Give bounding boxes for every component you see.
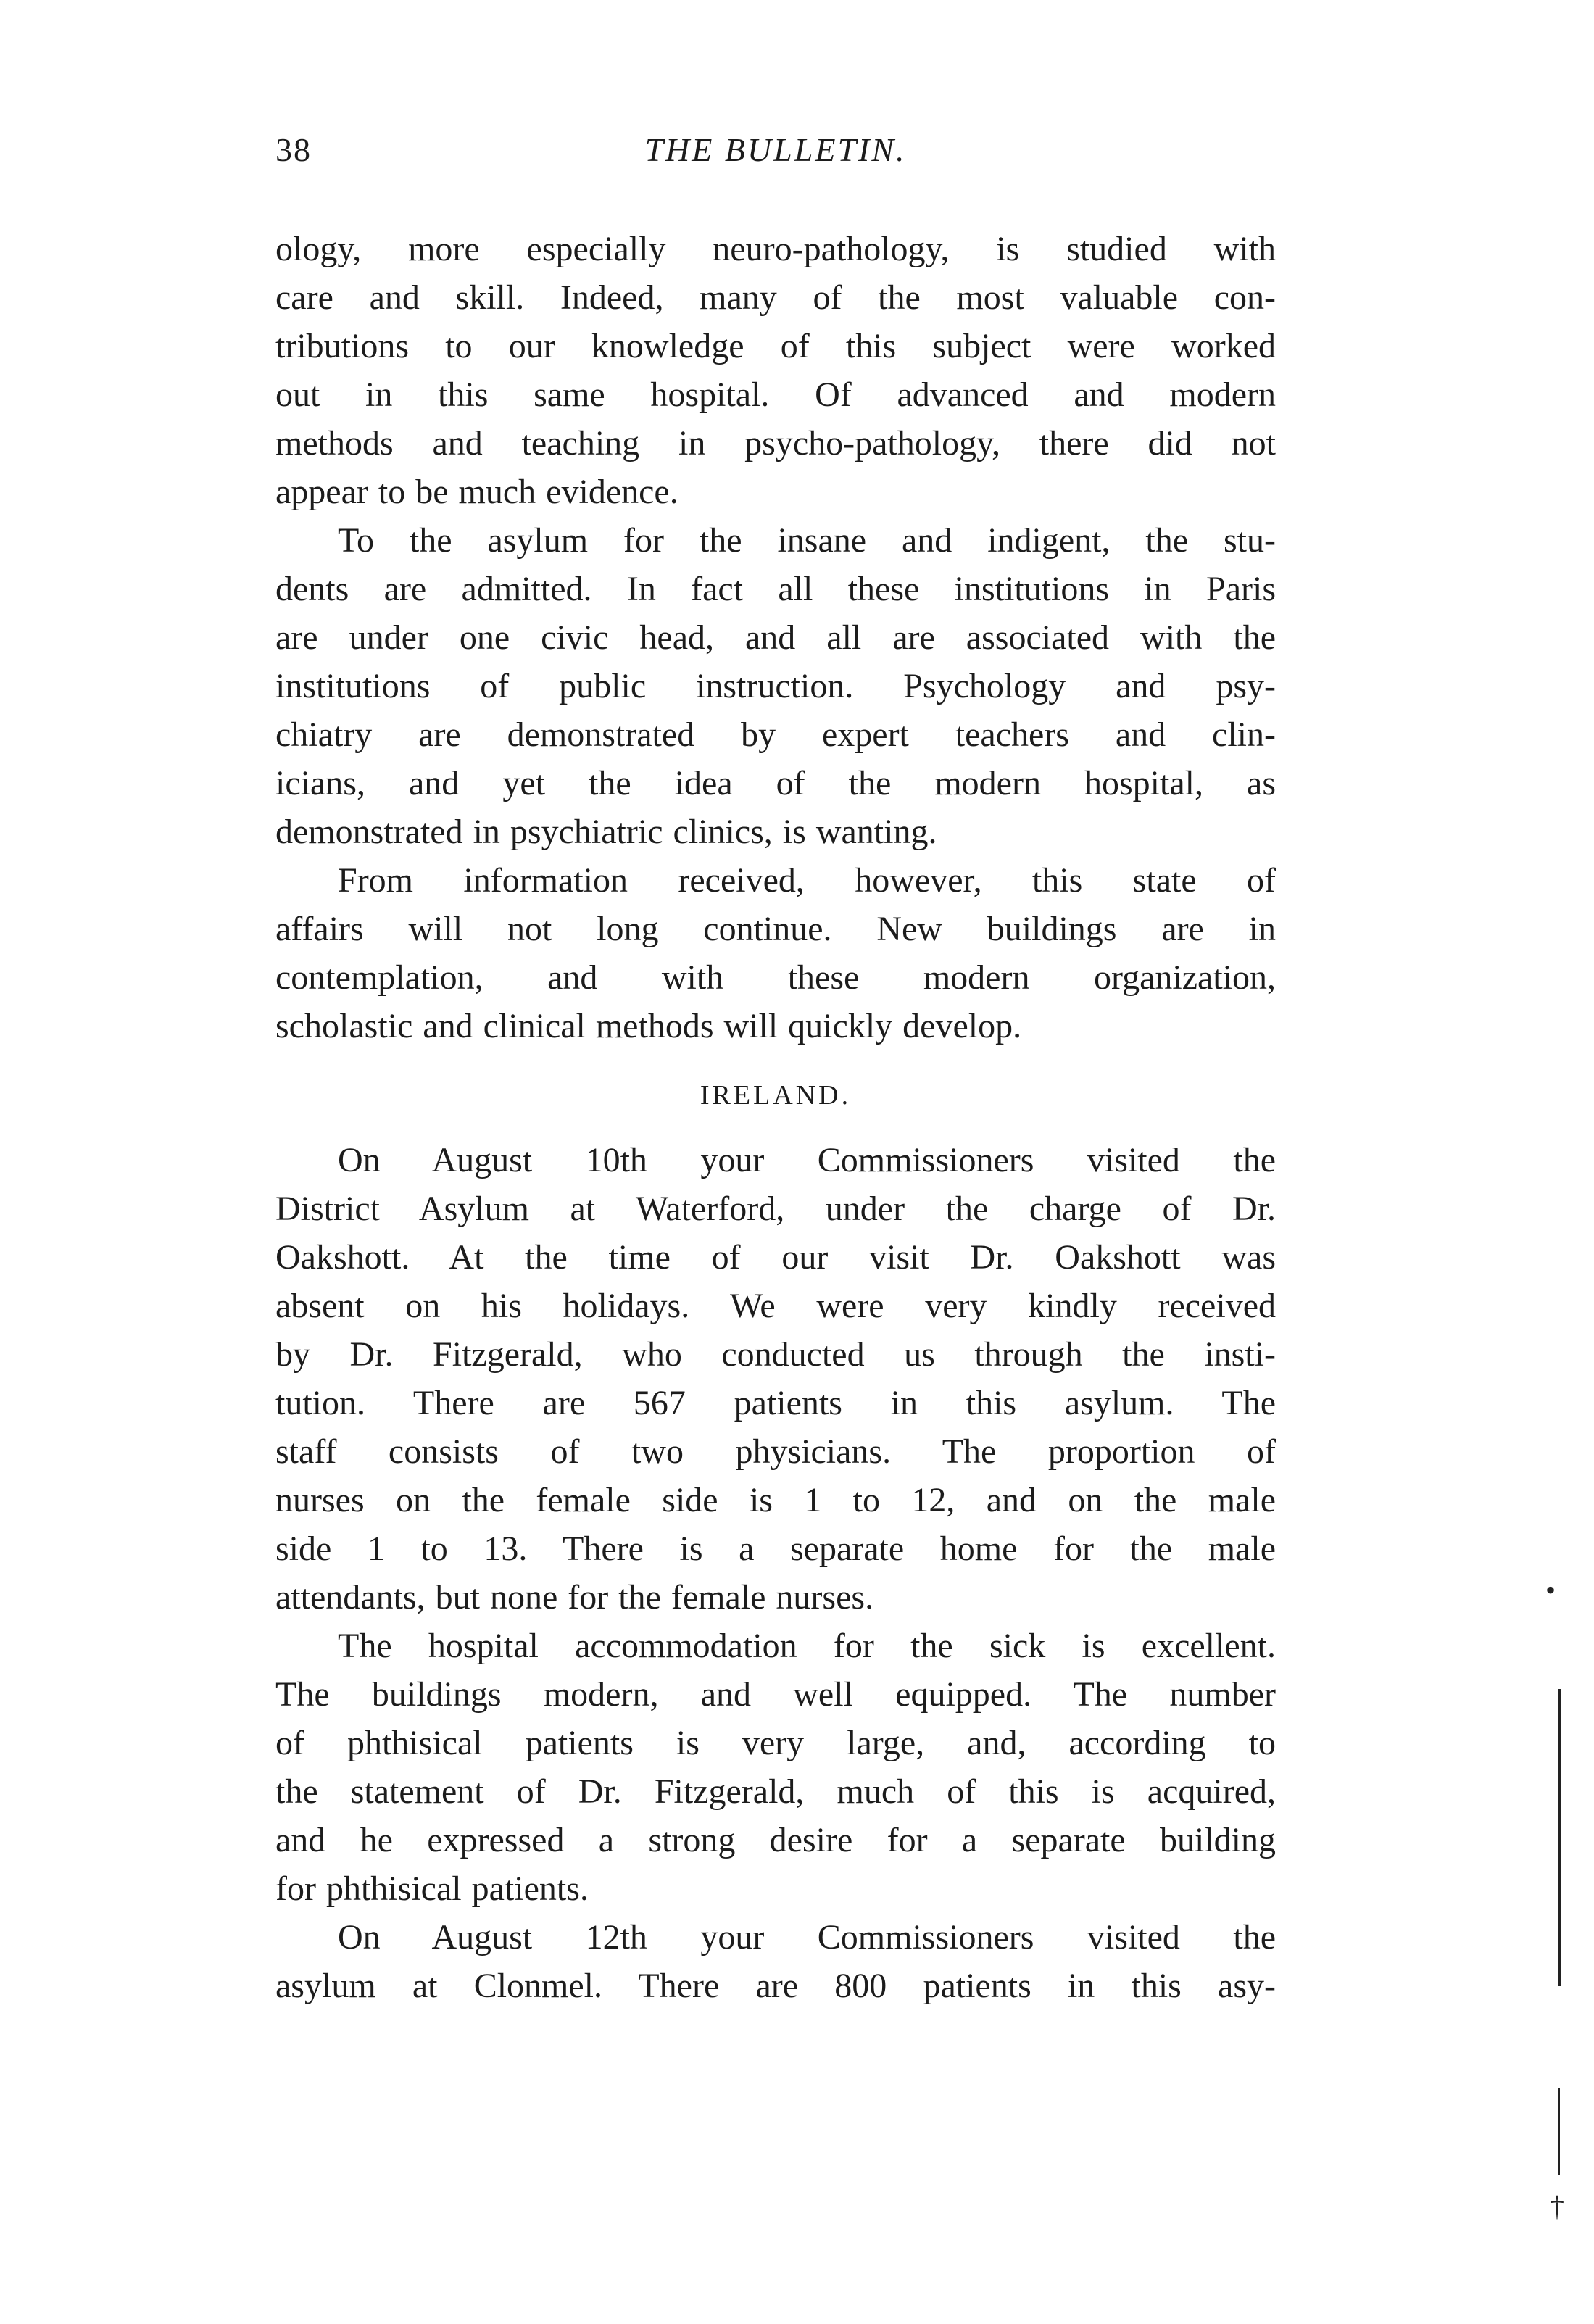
section-heading: IRELAND.	[700, 1080, 852, 1111]
text-line: affairs will not long continue. New buildings are in	[275, 910, 1276, 948]
text-line: tution. There are 567 patients in this asylum. The	[275, 1384, 1276, 1422]
text-line: for phthisical patients.	[275, 1869, 589, 1908]
text-line: by Dr. Fitzgerald, who conducted us through the insti-	[275, 1335, 1276, 1374]
text-line: Oakshott. At the time of our visit Dr. Oakshott was	[275, 1238, 1276, 1277]
paragraph	[275, 1136, 1276, 1622]
margin-rule-lower	[1558, 2088, 1560, 2175]
journal-title: THE BULLETIN.	[644, 131, 907, 168]
paragraph	[275, 516, 1276, 856]
text-line: of phthisical patients is very large, and, according to	[275, 1724, 1276, 1762]
text-line: attendants, but none for the female nurses.	[275, 1578, 874, 1617]
text-line: ology, more especially neuro-pathology, is studied with	[275, 230, 1276, 268]
text-line: From information received, however, this state of	[338, 861, 1276, 900]
text-line: The buildings modern, and well equipped. The number	[275, 1675, 1276, 1714]
text-line: To the asylum for the insane and indigent, the stu-	[338, 521, 1276, 560]
text-line: institutions of public instruction. Psychology and psy-	[275, 667, 1276, 705]
paragraph	[275, 1622, 1276, 1913]
text-line: scholastic and clinical methods will quickly develop.	[275, 1007, 1022, 1045]
text-line: On August 12th your Commissioners visited the	[338, 1918, 1276, 1956]
text-line: care and skill. Indeed, many of the most valuable con-	[275, 278, 1276, 317]
paragraph	[275, 225, 1276, 516]
text-line: and he expressed a strong desire for a separate building	[275, 1821, 1276, 1859]
text-line: side 1 to 13. There is a separate home for the male	[275, 1530, 1276, 1568]
paragraph	[275, 856, 1276, 1050]
page-number: 38	[275, 131, 312, 168]
margin-rule-upper	[1558, 1689, 1561, 1986]
text-line: demonstrated in psychiatric clinics, is wanting.	[275, 813, 937, 851]
body-text	[275, 225, 1276, 2010]
text-line: District Asylum at Waterford, under the charge of Dr.	[275, 1190, 1276, 1228]
text-line: the statement of Dr. Fitzgerald, much of this is acquired,	[275, 1772, 1276, 1811]
margin-speck: •	[1545, 1574, 1556, 1606]
text-line: are under one civic head, and all are associated with the	[275, 618, 1276, 657]
text-line: methods and teaching in psycho-pathology, there did not	[275, 424, 1276, 462]
text-line: dents are admitted. In fact all these institutions in Paris	[275, 570, 1276, 608]
paragraph	[275, 1913, 1276, 2010]
margin-speck: †	[1550, 2190, 1564, 2223]
text-line: appear to be much evidence.	[275, 473, 678, 511]
text-line: asylum at Clonmel. There are 800 patients in this asy-	[275, 1967, 1276, 2005]
text-line: out in this same hospital. Of advanced and modern	[275, 375, 1276, 414]
text-line: contemplation, and with these modern organization,	[275, 958, 1276, 997]
running-head	[275, 116, 1276, 181]
text-line: The hospital accommodation for the sick is excellent.	[338, 1627, 1276, 1665]
text-line: absent on his holidays. We were very kindly received	[275, 1287, 1276, 1325]
text-line: nurses on the female side is 1 to 12, and on the male	[275, 1481, 1276, 1519]
text-line: On August 10th your Commissioners visited the	[338, 1141, 1276, 1179]
text-line: tributions to our knowledge of this subject were worked	[275, 327, 1276, 365]
text-line: chiatry are demonstrated by expert teachers and clin-	[275, 715, 1276, 754]
text-line: icians, and yet the idea of the modern hospital, as	[275, 764, 1276, 802]
page	[275, 116, 1276, 2010]
text-line: staff consists of two physicians. The proportion of	[275, 1432, 1276, 1471]
